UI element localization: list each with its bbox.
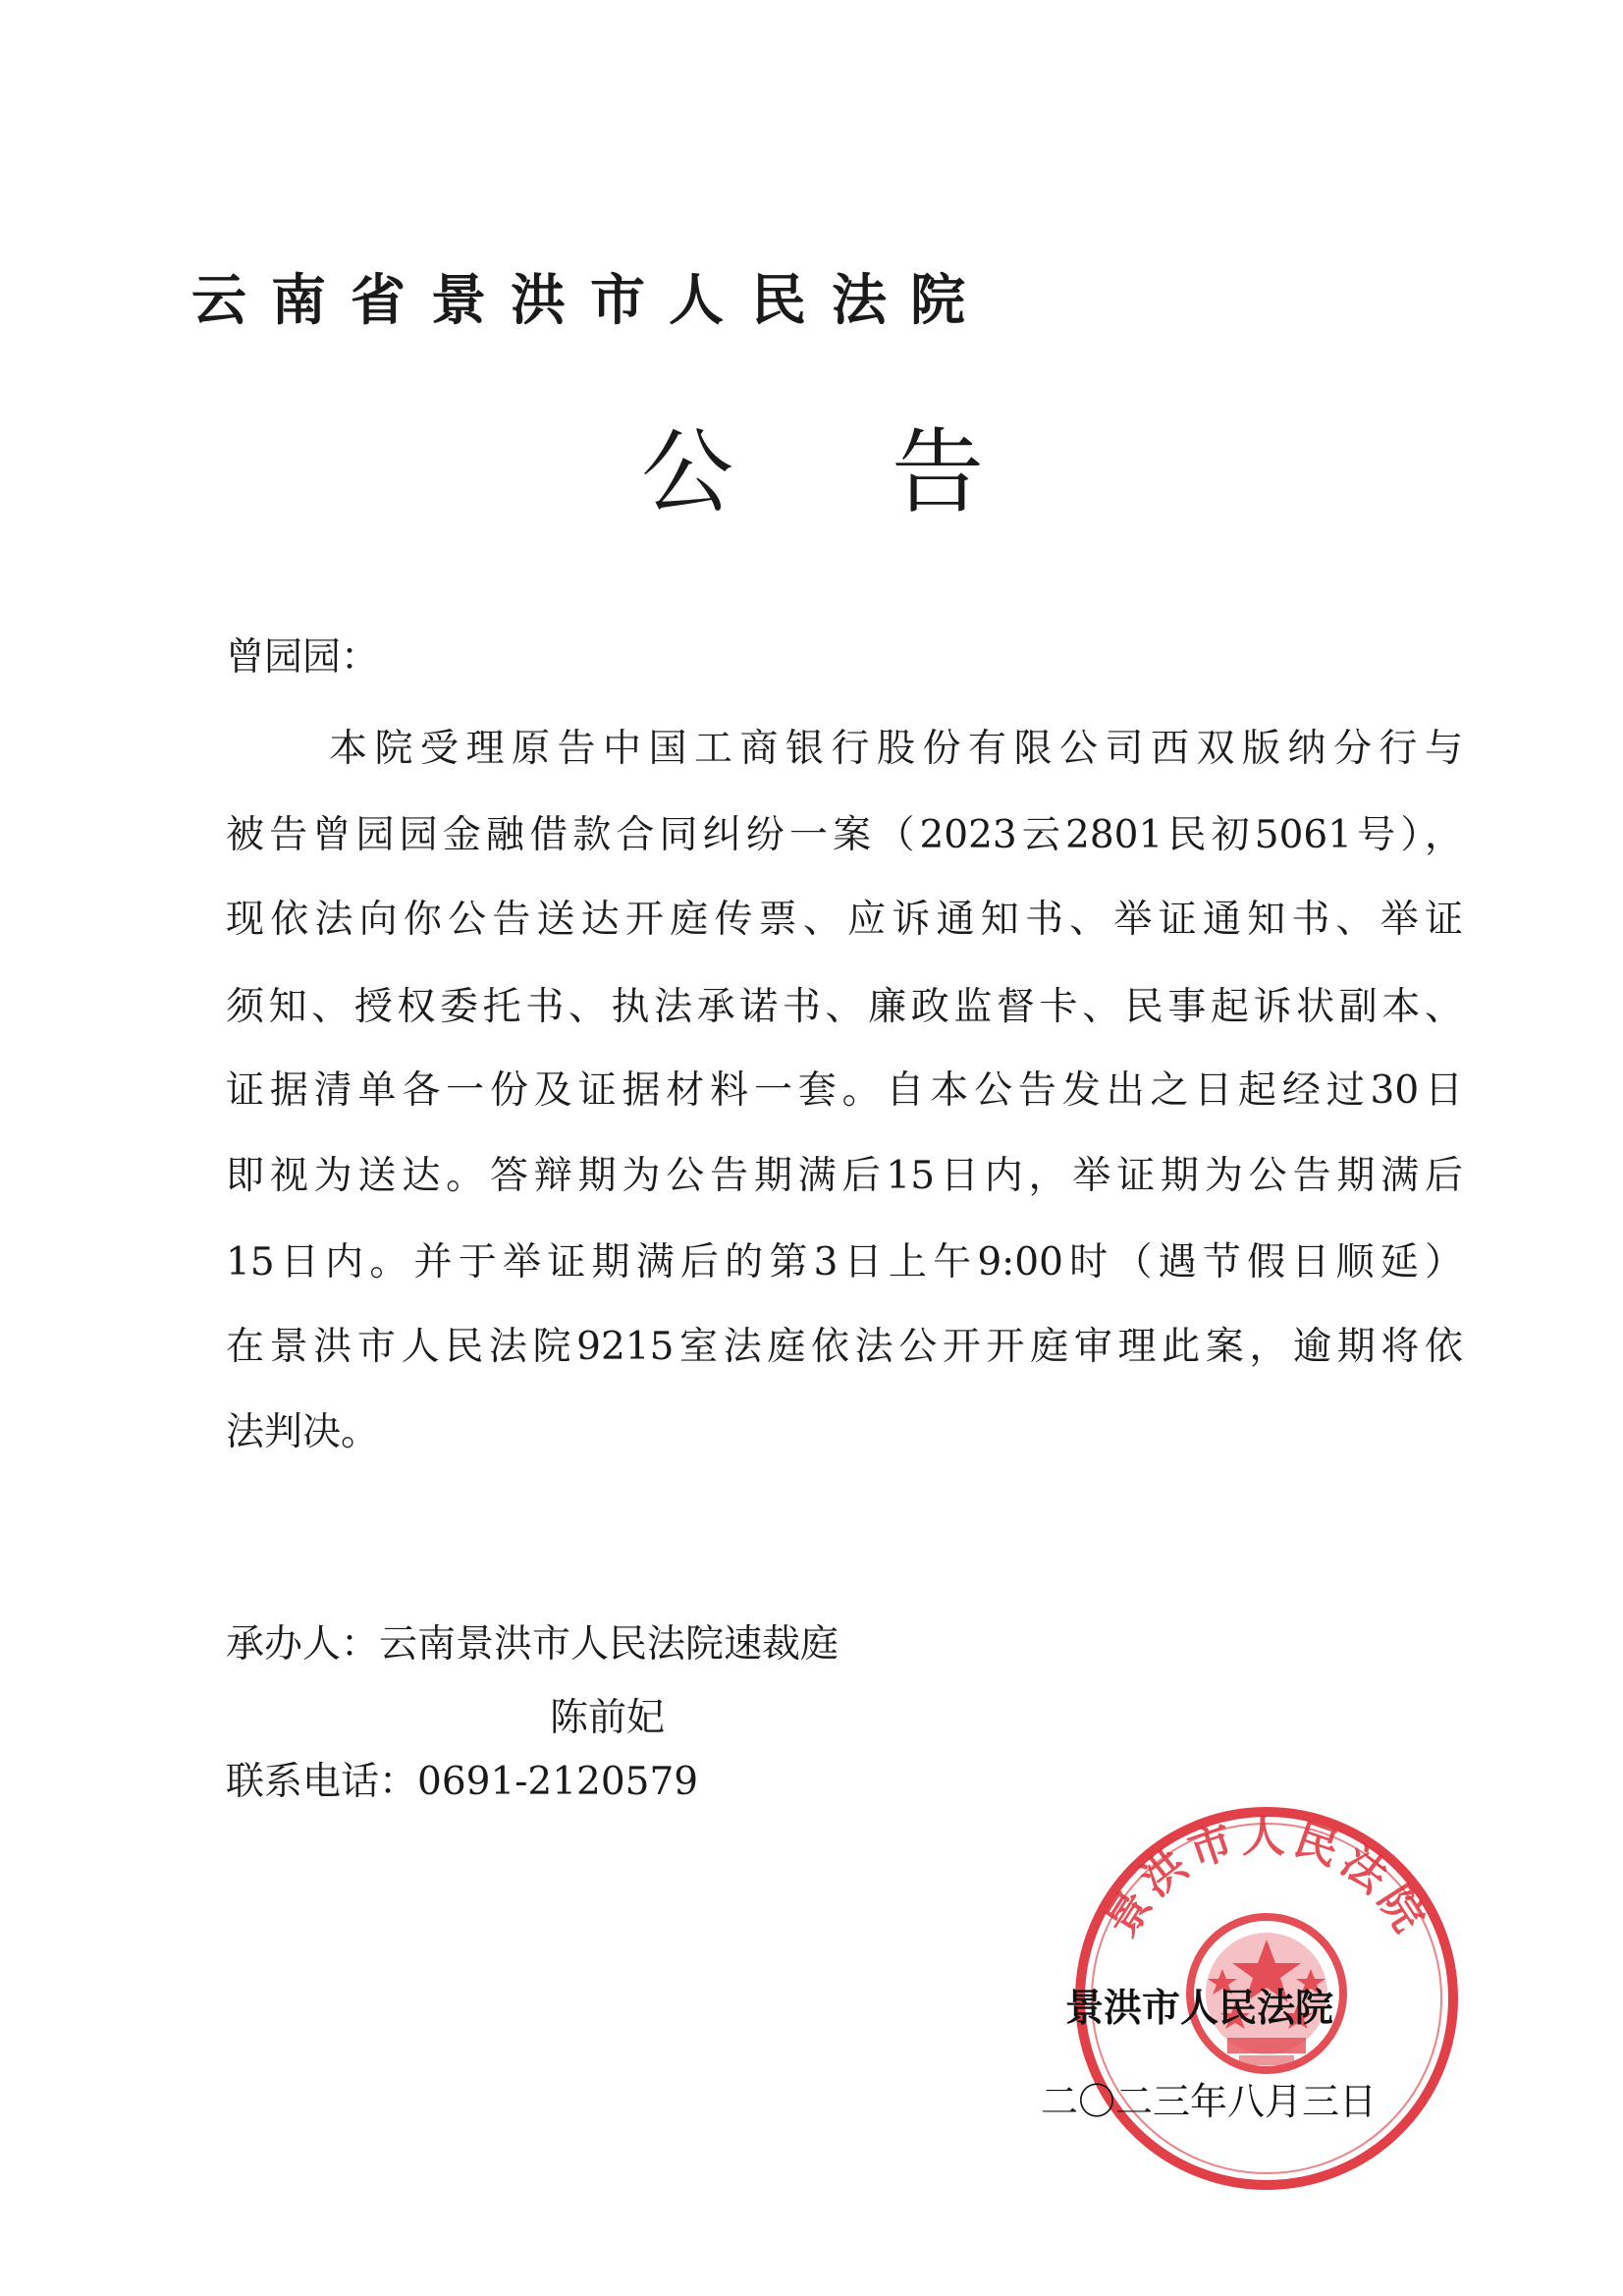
court-name-char: 省 <box>351 269 406 333</box>
court-name-char: 院 <box>910 269 965 333</box>
notice-title-char: 告 <box>891 419 984 526</box>
court-name-char: 民 <box>751 269 806 333</box>
body-line: 即视为送达。答辩期为公告期满后15日内，举证期为公告期满后 <box>226 1154 1463 1198</box>
court-name-header <box>0 257 1623 336</box>
body-line: 15日内。并于举证期满后的第3日上午9:00时（遇节假日顺延） <box>226 1240 1463 1285</box>
court-name-char: 南 <box>271 269 326 333</box>
court-name-char: 云 <box>191 269 246 333</box>
signature-date: 二〇二三年八月三日 <box>1041 2080 1378 2123</box>
contact-phone: 联系电话：0691-2120579 <box>226 1760 699 1804</box>
handler-label: 承办人：云南景洪市人民法院速裁庭 <box>226 1622 839 1667</box>
svg-text:景洪市人民法院 <box>1097 1812 1437 1945</box>
body-line: 现依法向你公告送达开庭传票、应诉通知书、举证通知书、举证 <box>226 898 1463 942</box>
addressee: 曾园园： <box>226 635 380 680</box>
body-line: 法判决。 <box>226 1410 380 1454</box>
court-name-char: 法 <box>832 269 887 333</box>
body-line: 须知、授权委托书、执法承诺书、廉政监督卡、民事起诉状副本、 <box>226 985 1463 1029</box>
body-line: 本院受理原告中国工商银行股份有限公司西双版纳分行与 <box>329 727 1463 771</box>
seal-text: 景洪市人民法院 <box>1096 1812 1437 1945</box>
body-line: 在景洪市人民法院9215室法庭依法公开开庭审理此案，逾期将依 <box>226 1325 1463 1369</box>
signature-court: 景洪市人民法院 <box>1065 1986 1334 2031</box>
handler-name: 陈前妃 <box>550 1696 666 1740</box>
court-name-char: 景 <box>431 269 486 333</box>
court-name-char: 洪 <box>511 269 566 333</box>
body-line: 证据清单各一份及证据材料一套。自本公告发出之日起经过30日 <box>226 1068 1463 1113</box>
body-line: 被告曾园园金融借款合同纠纷一案（2023云2801民初5061号）， <box>226 813 1463 857</box>
notice-title <box>0 398 1623 526</box>
notice-title-char: 公 <box>640 419 733 526</box>
court-name-char: 人 <box>669 269 724 333</box>
court-name-char: 市 <box>590 269 645 333</box>
